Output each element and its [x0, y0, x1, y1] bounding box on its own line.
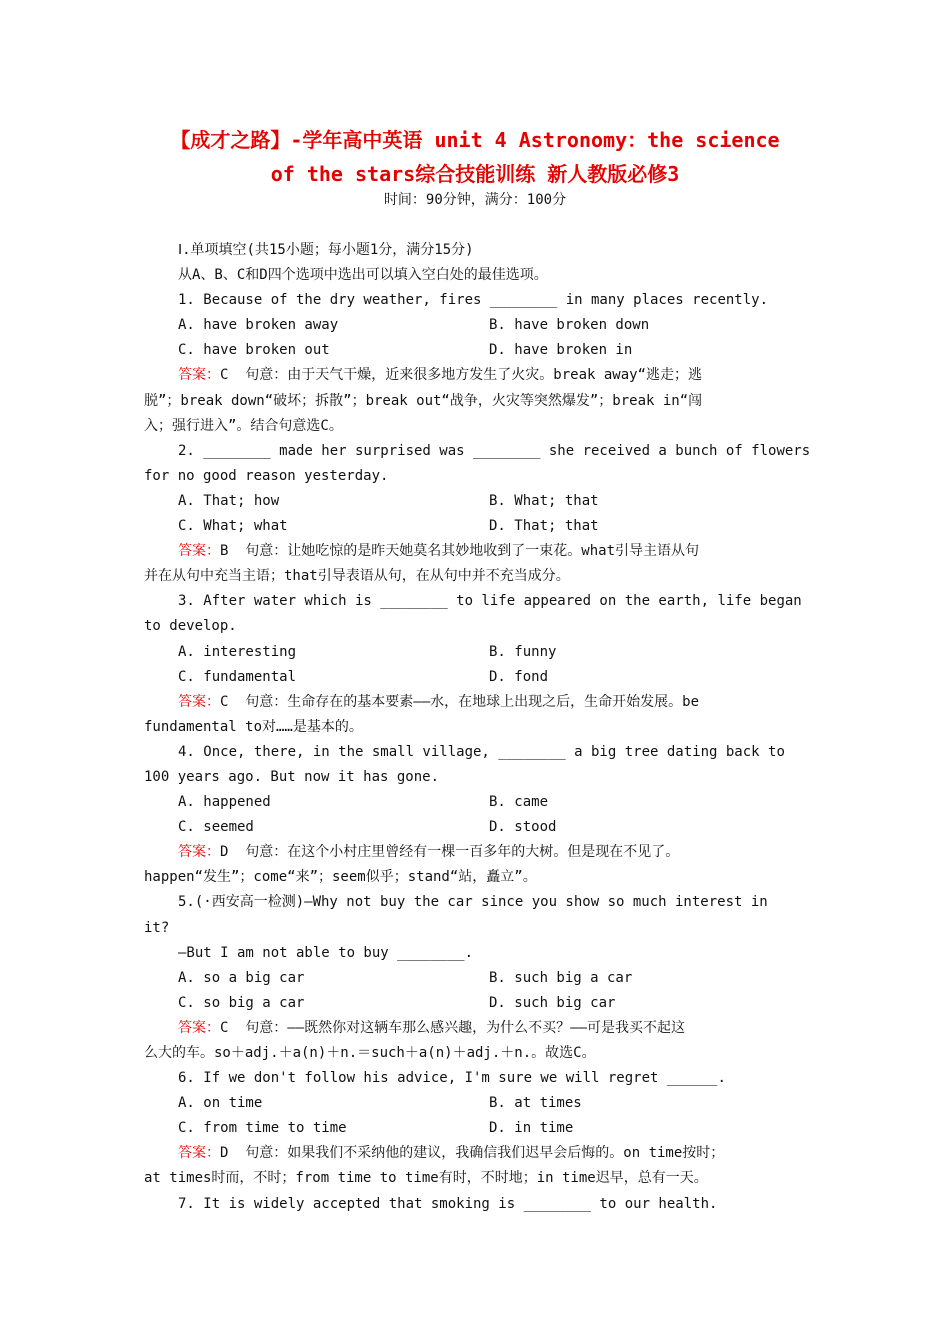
- options-row: [144, 640, 808, 665]
- options-row: [144, 338, 808, 363]
- document-title-line-2: of the stars综合技能训练 新人教版必修3: [270, 162, 680, 186]
- question-stem: for no good reason yesterday.: [144, 467, 389, 484]
- question: [144, 1066, 808, 1191]
- answer-label: 答案：: [178, 1145, 220, 1162]
- answer-text: 并在从句中充当主语；that引导表语从句，在从句中并不充当成分。: [144, 568, 570, 585]
- answer-line: [144, 539, 808, 564]
- option-a: A. happened: [178, 794, 271, 811]
- options-row: [144, 514, 808, 539]
- answer-text: C 句意：——既然你对这辆车那么感兴趣，为什么不买？——可是我买不起这: [220, 1019, 685, 1036]
- option-c: C. What; what: [178, 518, 288, 535]
- answer-text: C 句意：生命存在的基本要素——水，在地球上出现之后，生命开始发展。be: [220, 693, 699, 710]
- option-b: B. have broken down: [489, 317, 650, 334]
- options-row: [144, 1091, 808, 1116]
- answer-text: fundamental to对……是基本的。: [144, 718, 363, 735]
- question-stem: 2. ________ made her surprised was ________ she received a bunch of flowers: [178, 442, 811, 459]
- option-b: B. such big a car: [489, 969, 633, 986]
- option-a: A. so a big car: [178, 969, 305, 986]
- answer-text: C 句意：由于天气干燥，近来很多地方发生了火灾。break away“逃走；逃: [220, 367, 703, 384]
- document-title-line-1: 【成才之路】-学年高中英语 unit 4 Astronomy：the science: [170, 128, 780, 152]
- question: [144, 740, 808, 891]
- options-row: [144, 313, 808, 338]
- answer-text: D 句意：如果我们不采纳他的建议，我确信我们迟早会后悔的。on time按时；: [220, 1145, 725, 1162]
- answer-text: at times时而，不时；from time to time有时，不时地；in time迟早，总有一天。: [144, 1170, 708, 1187]
- option-d: D. stood: [489, 819, 557, 836]
- answer-text: D 句意：在这个小村庄里曾经有一棵一百多年的大树。但是现在不见了。: [220, 844, 680, 861]
- answer-label: 答案：: [178, 693, 220, 710]
- option-c: C. so big a car: [178, 994, 305, 1011]
- option-b: B. came: [489, 794, 549, 811]
- question: [144, 288, 808, 439]
- question: [144, 439, 811, 590]
- answer-line: [144, 1016, 808, 1041]
- question-stem: 4. Once, there, in the small village, ________ a big tree dating back to: [178, 743, 785, 760]
- question-stem: 3. After water which is ________ to life appeared on the earth, life began: [178, 593, 802, 610]
- section-instruction: 从A、B、C和D四个选项中选出可以填入空白处的最佳选项。: [178, 267, 548, 284]
- option-a: A. on time: [178, 1095, 263, 1112]
- option-c: C. from time to time: [178, 1120, 347, 1137]
- exam-content: [144, 238, 811, 1217]
- option-d: D. have broken in: [489, 342, 633, 359]
- answer-line: [144, 1141, 808, 1166]
- question: [144, 890, 808, 1066]
- exam-meta: 时间：90分钟，满分：100分: [383, 192, 567, 208]
- option-d: D. in time: [489, 1120, 574, 1137]
- answer-label: 答案：: [178, 844, 220, 861]
- options-row: [144, 1116, 808, 1141]
- options-row: [144, 489, 808, 514]
- option-c: C. seemed: [178, 819, 254, 836]
- question-stem: 5.(·西安高一检测)—Why not buy the car since you show so much interest in: [178, 894, 768, 911]
- answer-line: [144, 363, 808, 388]
- answer-text: 么大的车。so＋adj.＋a(n)＋n.＝such＋a(n)＋adj.＋n.。故选C。: [144, 1045, 596, 1061]
- answer-label: 答案：: [178, 543, 220, 560]
- question-stem: to develop.: [144, 618, 237, 635]
- options-row: [144, 966, 808, 991]
- option-c: C. fundamental: [178, 668, 297, 685]
- option-a: A. have broken away: [178, 317, 339, 334]
- options-row: [144, 790, 808, 815]
- answer-text: 入；强行进入”。结合句意选C。: [144, 417, 343, 434]
- question-stem: 100 years ago. But now it has gone.: [144, 768, 440, 785]
- option-b: B. at times: [489, 1095, 582, 1112]
- question: [144, 1192, 808, 1217]
- option-a: A. That; how: [178, 492, 280, 509]
- option-d: D. such big car: [489, 994, 616, 1011]
- options-row: [144, 991, 808, 1016]
- option-b: B. funny: [489, 643, 557, 660]
- question-stem: —But I am not able to buy ________.: [178, 944, 474, 961]
- options-row: [144, 815, 808, 840]
- answer-text: B 句意：让她吃惊的是昨天她莫名其妙地收到了一束花。what引导主语从句: [220, 543, 699, 560]
- answer-text: happen“发生”；come“来”；seem似乎；stand“站，矗立”。: [144, 869, 537, 886]
- section-heading: Ⅰ.单项填空(共15小题；每小题1分，满分15分): [178, 242, 474, 258]
- answer-label: 答案：: [178, 1019, 220, 1036]
- question-stem: 1. Because of the dry weather, fires ________ in many places recently.: [178, 292, 769, 309]
- option-b: B. What; that: [489, 492, 599, 509]
- question: [144, 589, 808, 740]
- question-stem: 6. If we don't follow his advice, I'm sure we will regret ______.: [178, 1070, 726, 1087]
- answer-line: [144, 690, 808, 715]
- option-c: C. have broken out: [178, 342, 330, 359]
- option-d: D. fond: [489, 668, 549, 685]
- option-a: A. interesting: [178, 643, 297, 660]
- option-d: D. That; that: [489, 518, 599, 535]
- question-stem: it?: [144, 919, 170, 936]
- options-row: [144, 665, 808, 690]
- question-stem: 7. It is widely accepted that smoking is ________ to our health.: [178, 1195, 718, 1212]
- answer-line: [144, 840, 808, 865]
- answer-label: 答案：: [178, 367, 220, 384]
- answer-text: 脱”；break down“破坏；拆散”；break out“战争，火灾等突然爆发”；break in“闯: [144, 392, 703, 409]
